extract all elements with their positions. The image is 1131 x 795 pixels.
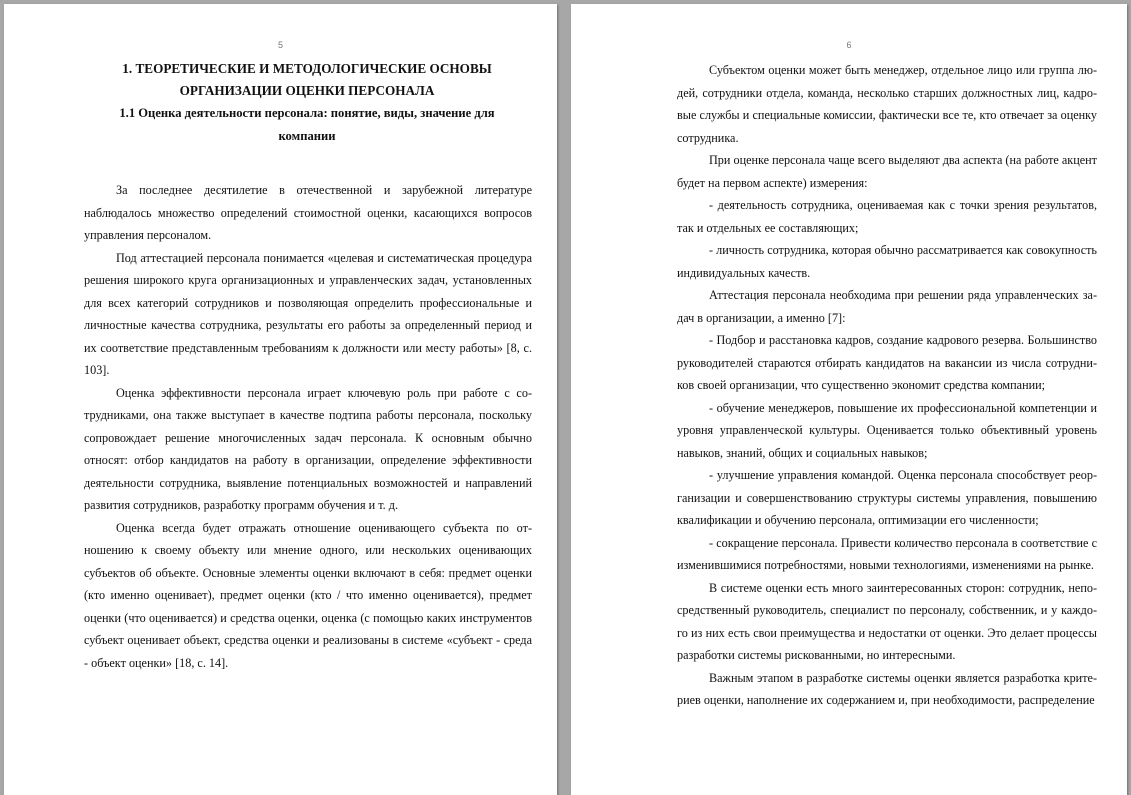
section-title-line-1: 1.1 Оценка деятельности персонала: понятие, виды, значение для — [119, 106, 495, 120]
paragraph: Под аттестацией персонала понимается «целевая и систематическая процедура решения широкого круга организационных и управленческих задач, установленных для всех категорий сотрудников и позволяющая определить профессиональные и личностные качества сотрудника, результаты его работы за определенный период и их соответствие представленным требованиям к должности или месту работы» [8, с. 103]. — [84, 250, 532, 377]
list-item: - личность сотрудника, которая обычно рассматривается как совокупность индивидуальных качеств. — [677, 243, 1097, 280]
paragraph: Субъектом оценки может быть менеджер, отдельное лицо или группа людей, сотрудники отдела, команда, несколько старших должностных лиц, кадровые службы и специальные комиссии, фактически все те, кто отвечает за оценку сотрудника. — [677, 63, 1097, 145]
paragraph: Важным этапом в разработке системы оценки является разработка критериев оценки, наполнение их содержанием и, при необходимости, распределение — [677, 670, 1097, 707]
document-page-right — [571, 4, 1127, 795]
list-item: - сокращение персонала. Привести количество персонала в соответствие с изменившимися потребностями, новыми технологиями, изменениями на рынке. — [677, 535, 1097, 572]
paragraph: При оценке персонала чаще всего выделяют два аспекта (на работе акцент будет на первом аспекте) измерения: — [677, 153, 1097, 190]
list-item: - Подбор и расстановка кадров, создание кадрового резерва. Большинство руководителей стараются отбирать кандидатов на вакансии из числа сотрудников своей организации, что существенно экономит средства компании; — [677, 333, 1097, 392]
list-item: - улучшение управления командой. Оценка персонала способствует реорганизации и совершенствованию структуры системы управления, повышению квалификации и обучению персонала, оптимизации его численности; — [677, 468, 1097, 527]
document-page-left — [4, 4, 557, 795]
page-number: 5 — [277, 40, 283, 50]
paragraph: За последнее десятилетие в отечественной и зарубежной литературе наблюдалось множество определений стоимостной оценки, касающихся вопросов управления персоналом. — [84, 183, 532, 242]
page-number: 6 — [846, 40, 852, 50]
list-item: - деятельность сотрудника, оцениваемая как с точки зрения результатов, так и отдельных ее составляющих; — [677, 198, 1097, 235]
body-text — [677, 59, 1097, 712]
body-text — [84, 179, 532, 674]
paragraph: Оценка всегда будет отражать отношение оценивающего субъекта по отношению к своему объекту или мнение одного, или нескольких оценивающих субъектов об объекте. Основные элементы оценки включают в себя: предмет оценки (кто именно оценивает), предмет оценки (кто / что именно оценивается), предмет оценки (что оценивается) и средства оценки, оценка (с помощью каких инструментов субъект оценивает объект, средства оценки и реализованы в системе «субъект - среда - объект оценки» [18, с. 14]. — [84, 520, 532, 670]
chapter-title-line-2: ОРГАНИЗАЦИИ ОЦЕНКИ ПЕРСОНАЛА — [179, 83, 435, 98]
list-item: - обучение менеджеров, повышение их профессиональной компетенции и уровня управленческой культуры. Оценивается только объективный уровень навыков, знаний, общих и социальных навыков; — [677, 400, 1097, 460]
paragraph: Оценка эффективности персонала играет ключевую роль при работе с сотрудниками, она также выступает в качестве подтипа работы персонала, поскольку сопровождает решение многочисленных задач персонала. К основным обычно относят: отбор кандидатов на работу в организации, определение эффективности деятельности сотрудника, выявление потенциальных возможностей и направлений развития сотрудников, разработку программ обучения и т. д. — [84, 385, 532, 512]
section-title-line-2: компании — [278, 129, 336, 143]
chapter-title-line-1: 1. ТЕОРЕТИЧЕСКИЕ И МЕТОДОЛОГИЧЕСКИЕ ОСНОВЫ — [122, 61, 492, 76]
paragraph: Аттестация персонала необходима при решении ряда управленческих задач в организации, а именно [7]: — [677, 288, 1097, 325]
chapter-heading-block — [82, 58, 532, 148]
paragraph: В системе оценки есть много заинтересованных сторон: сотрудник, непосредственный руководитель, специалист по персоналу, собственник, и у каждого из них есть свои преимущества и недостатки от оценки. Это делает процессы разработки системы рискованными, но интересными. — [677, 580, 1097, 662]
